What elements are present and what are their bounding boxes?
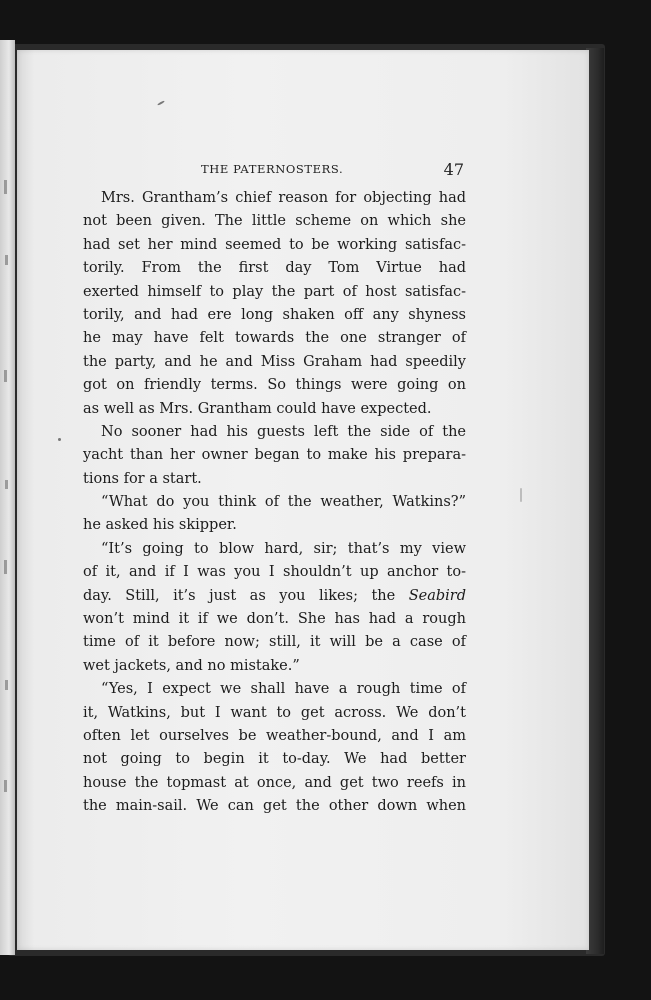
text-line: torily. From the first day Tom Virtue had	[83, 260, 466, 277]
facing-page-mark	[4, 370, 7, 382]
text-line: time of it before now; still, it will be a case of	[83, 634, 466, 651]
text-line: “Yes, I expect we shall have a rough time of	[101, 681, 466, 698]
facing-page-mark	[5, 680, 8, 690]
text-line: yacht than her owner began to make his prepara-	[83, 447, 466, 464]
facing-page-mark	[4, 560, 7, 574]
text-line: exerted himself to play the part of host satisfac-	[83, 283, 466, 300]
text-line: often let ourselves be weather-bound, and I am	[83, 727, 466, 744]
text-line: as well as Mrs. Grantham could have expected.	[83, 400, 432, 417]
ship-name: Seabird	[408, 587, 466, 604]
text-line: of it, and if I was you I shouldn’t up anchor to-	[83, 564, 466, 581]
page-header	[83, 160, 466, 184]
facing-page-mark	[4, 180, 7, 194]
text-line: “It’s going to blow hard, sir; that’s my view	[101, 540, 466, 557]
text-line: he asked his skipper.	[83, 517, 237, 534]
facing-page-mark	[5, 480, 8, 489]
page-speck	[157, 100, 165, 106]
text-line: No sooner had his guests left the side of the	[101, 423, 466, 440]
running-head: THE PATERNOSTERS.	[201, 162, 344, 176]
text-line: the main-sail. We can get the other down when	[83, 798, 466, 815]
page-number: 47	[443, 160, 464, 179]
text-line: not going to begin it to-day. We had better	[83, 751, 466, 768]
text-line: had set her mind seemed to be working satisfac-	[83, 236, 466, 253]
text-line: the party, and he and Miss Graham had speedily	[83, 353, 466, 370]
page-speck	[520, 488, 522, 502]
text-line: it, Watkins, but I want to get across. We don’t	[83, 704, 466, 721]
text-line: wet jackets, and no mistake.”	[83, 657, 300, 674]
text-line: he may have felt towards the one stranger of	[83, 330, 466, 347]
text-line: tions for a start.	[83, 470, 202, 487]
text-line: torily, and had ere long shaken off any shyness	[83, 306, 466, 323]
text-line: house the topmast at once, and get two reefs in	[83, 774, 466, 791]
facing-page-mark	[5, 255, 8, 265]
text-line: won’t mind it if we don’t. She has had a rough	[83, 611, 466, 628]
text-line: got on friendly terms. So things were going on	[83, 377, 466, 394]
text-line: day. Still, it’s just as you likes; the Seabird	[83, 587, 466, 604]
text-line: not been given. The little scheme on which she	[83, 213, 466, 230]
facing-page-mark	[4, 780, 7, 792]
text-line: “What do you think of the weather, Watkins?”	[101, 494, 466, 511]
body-text	[83, 187, 466, 819]
page-speck	[58, 438, 61, 441]
text-line: Mrs. Grantham’s chief reason for objecting had	[101, 190, 466, 206]
facing-page-edge	[0, 40, 15, 955]
